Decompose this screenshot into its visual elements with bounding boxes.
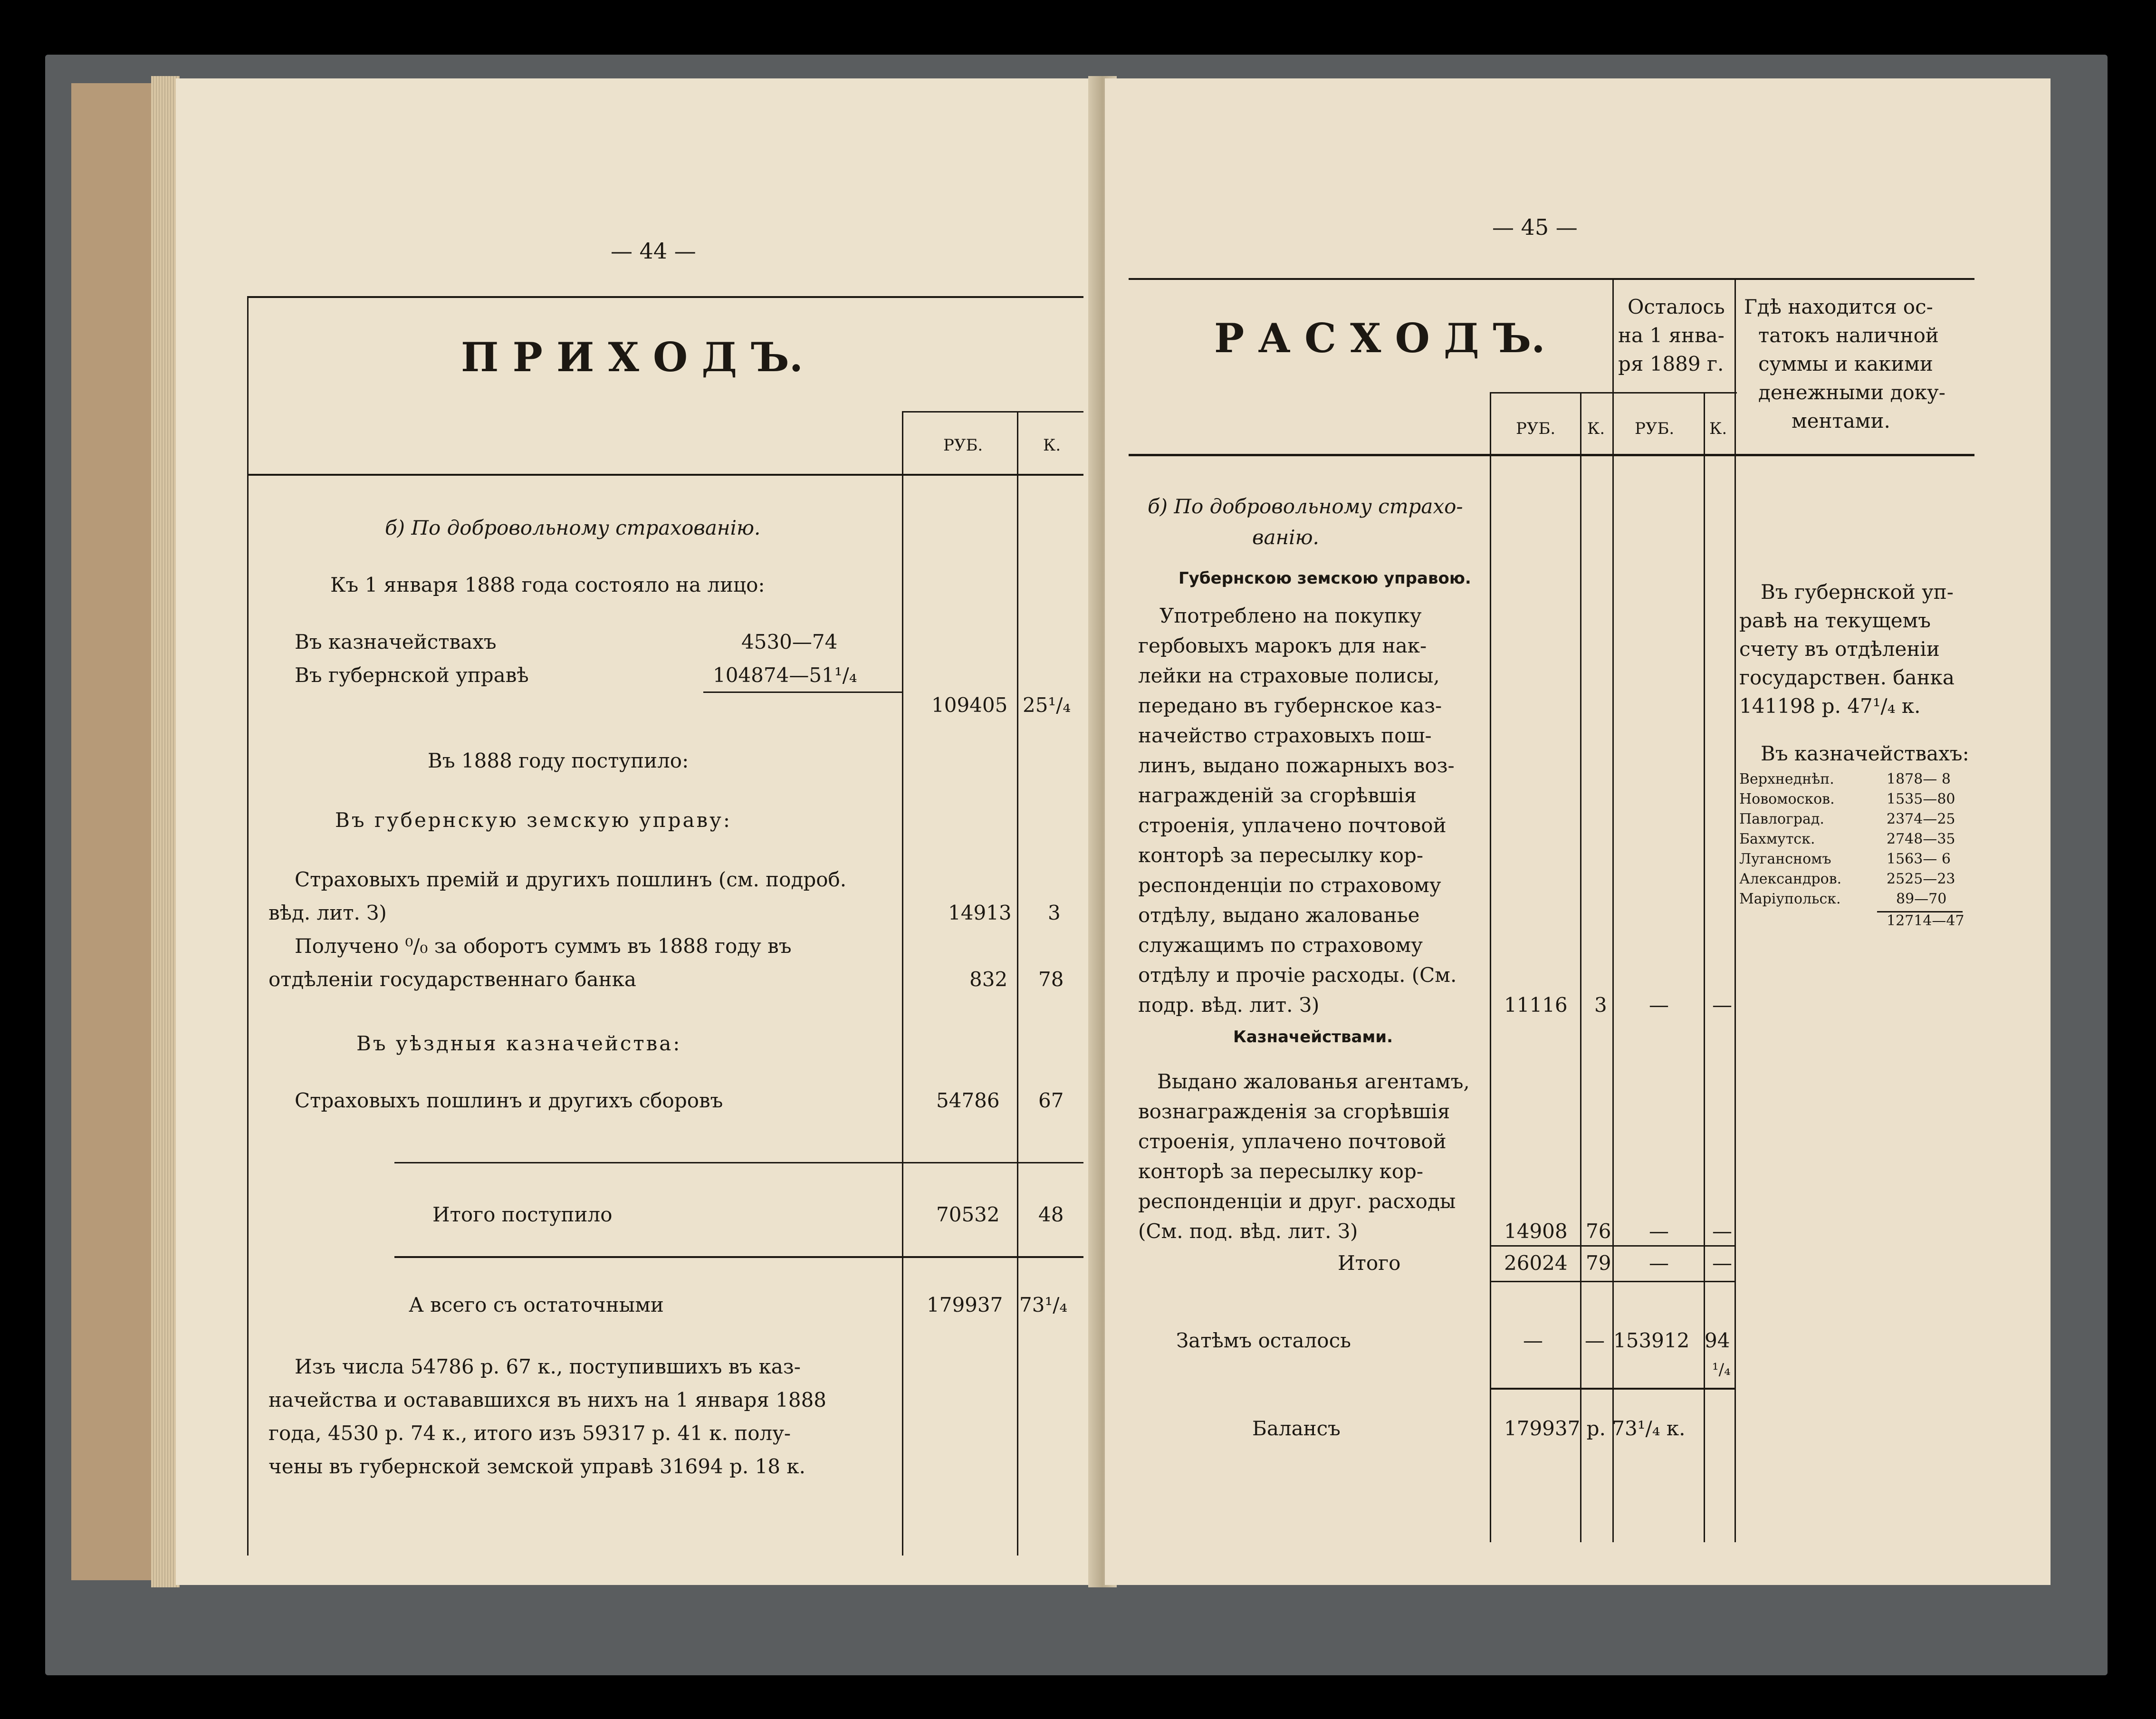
- balance-top-rule: [1490, 1388, 1736, 1390]
- body-line: награжденій за сгорѣвшія: [1138, 784, 1417, 807]
- body-line: респонденціи по страховому: [1138, 874, 1441, 897]
- sub-uprava: Губернскою земскою управою.: [1179, 569, 1471, 588]
- where-line: равѣ на текущемъ: [1739, 609, 1931, 632]
- grand-total-kop: 73¹/₄: [1019, 1293, 1068, 1316]
- treasuries-total: 12714—47: [1887, 912, 1964, 929]
- treas-remaining-kop-dash: —: [1712, 1220, 1732, 1243]
- itogo-label: Итого: [1338, 1251, 1401, 1275]
- interest-line1: Получено ⁰/₀ за оборотъ суммъ въ 1888 году въ: [295, 934, 792, 958]
- sub-treasuries: Казначействами.: [1233, 1028, 1393, 1047]
- premiums-line1: Страховыхъ премій и другихъ пошлинъ (см. подроб.: [295, 868, 847, 891]
- treas-rub: 14908: [1504, 1220, 1568, 1243]
- remaining-kop-rule: [1704, 392, 1705, 1542]
- treas-remaining-dash: —: [1649, 1220, 1669, 1243]
- body-line: подр. вѣд. лит. З): [1138, 993, 1320, 1017]
- note-line1: Изъ числа 54786 р. 67 к., поступившихъ въ каз-: [295, 1355, 801, 1378]
- treasury-amount: 2525—23: [1887, 871, 1955, 887]
- treasuries-title: Въ казначействахъ:: [1761, 742, 1969, 765]
- balance-intro: Къ 1 января 1888 года состояло на лицо:: [330, 573, 765, 596]
- grand-total-rule: [394, 1256, 1083, 1258]
- right-table-top-rule: [1129, 278, 1974, 280]
- remaining-label: Затѣмъ осталось: [1176, 1329, 1351, 1352]
- note-line2: начейства и остававшихся въ нихъ на 1 января 1888: [268, 1388, 827, 1412]
- rub-column-rule: [902, 411, 903, 1556]
- to-district: Въ уѣздныя казначейства:: [356, 1032, 682, 1055]
- total-rule: [394, 1162, 1083, 1163]
- grand-total-label: А всего съ остаточными: [409, 1293, 664, 1316]
- where-line: 141198 р. 47¹/₄ к.: [1739, 694, 1921, 718]
- treas-kop: 76: [1586, 1220, 1611, 1243]
- kop-column-rule: [1017, 411, 1018, 1556]
- left-page-number: — 44 —: [611, 238, 696, 264]
- grand-total-rub: 179937: [927, 1293, 1003, 1316]
- district-rub: 54786: [936, 1089, 1000, 1112]
- where-line: государствен. банка: [1739, 666, 1955, 689]
- premiums-kop: 3: [1048, 901, 1061, 924]
- body2-line: (См. под. вѣд. лит. З): [1138, 1220, 1358, 1243]
- treasury-amount: 1563— 6: [1887, 851, 1951, 867]
- itogo-kop: 79: [1586, 1251, 1611, 1275]
- where-line: Въ губернской уп-: [1761, 580, 1954, 604]
- treasury-name: Александров.: [1739, 871, 1842, 887]
- body-line: отдѣлу, выдано жалованье: [1138, 903, 1420, 927]
- balance-value: 179937 р. 73¹/₄ к.: [1504, 1417, 1686, 1440]
- right-kop-rule: [1580, 392, 1581, 1542]
- uprava-amount: 104874—51¹/₄: [713, 663, 857, 687]
- treasuries-label: Въ казначействахъ: [295, 630, 497, 653]
- uprava-kop: 3: [1594, 993, 1607, 1017]
- right-title: Р А С Х О Д Ъ.: [1214, 315, 1545, 362]
- treasuries-amount: 4530—74: [741, 630, 838, 653]
- premiums-line2: вѣд. лит. З): [268, 901, 387, 924]
- right-section-2: ванію.: [1252, 526, 1319, 549]
- body2-line: респонденціи и друг. расходы: [1138, 1190, 1456, 1213]
- treasury-amount: 89—70: [1896, 891, 1947, 907]
- uprava-rub: 11116: [1504, 993, 1568, 1017]
- header-where-3: суммы и какими: [1758, 352, 1933, 375]
- left-title: П Р И Х О Д Ъ.: [461, 334, 803, 381]
- header-bottom-rule: [247, 474, 1083, 476]
- book-edge: [71, 83, 162, 1580]
- body-line: линъ, выдано пожарныхъ воз-: [1138, 754, 1455, 777]
- right-section-1: б) По добровольному страхо-: [1148, 495, 1463, 518]
- where-col-rule: [1734, 278, 1736, 1542]
- remaining-col-rule: [1612, 278, 1614, 1542]
- right-page: [1105, 78, 2051, 1585]
- right-col-rub2: РУБ.: [1635, 419, 1675, 438]
- left-page: [176, 78, 1095, 1585]
- itogo-rule: [1490, 1245, 1736, 1247]
- left-col-rub: РУБ.: [943, 436, 983, 455]
- uprava-remaining-dash: —: [1649, 993, 1669, 1017]
- remaining-kop: 94: [1705, 1329, 1730, 1352]
- remaining-kop-dash: —: [1585, 1329, 1605, 1352]
- body-line: Употреблено на покупку: [1159, 604, 1422, 627]
- right-header-bottom-rule: [1129, 454, 1974, 456]
- header-where-4: денежными доку-: [1758, 381, 1945, 404]
- right-col-kop2: К.: [1709, 419, 1727, 438]
- treasury-name: Лугансномъ: [1739, 851, 1831, 867]
- treasury-amount: 2748—35: [1887, 831, 1955, 847]
- treasury-amount: 2374—25: [1887, 811, 1955, 827]
- body2-line: вознагражденія за сгорѣвшія: [1138, 1100, 1450, 1123]
- remaining-rub-dash: —: [1523, 1329, 1543, 1352]
- itogo-remaining-kop-dash: —: [1712, 1251, 1732, 1275]
- opening-kop: 25¹/₄: [1023, 693, 1071, 717]
- premiums-rub: 14913: [948, 901, 1012, 924]
- total-received-label: Итого поступило: [432, 1203, 613, 1226]
- body-line: конторѣ за пересылку кор-: [1138, 844, 1424, 867]
- table-top-rule: [247, 296, 1083, 298]
- header-remaining-2: на 1 янва-: [1618, 324, 1725, 347]
- remaining-kop-frac: ¹/₄: [1712, 1360, 1731, 1379]
- header-where-5: ментами.: [1792, 409, 1890, 432]
- treasury-name: Маріупольск.: [1739, 891, 1841, 907]
- body2-line: Выдано жалованья агентамъ,: [1157, 1070, 1470, 1093]
- body-line: передано въ губернское каз-: [1138, 694, 1442, 717]
- treasury-amount: 1535—80: [1887, 791, 1955, 807]
- body2-line: строенія, уплачено почтовой: [1138, 1130, 1447, 1153]
- left-col-kop: К.: [1043, 436, 1061, 455]
- body-line: лейки на страховые полисы,: [1138, 664, 1440, 687]
- body-line: гербовыхъ марокъ для нак-: [1138, 634, 1427, 657]
- body2-line: конторѣ за пересылку кор-: [1138, 1160, 1424, 1183]
- itogo-remaining-dash: —: [1649, 1251, 1669, 1275]
- right-col-kop: К.: [1587, 419, 1605, 438]
- body-line: отдѣлу и прочіе расходы. (См.: [1138, 963, 1457, 987]
- treasury-name: Павлоград.: [1739, 811, 1824, 827]
- treasury-name: Верхнеднѣп.: [1739, 771, 1834, 787]
- left-frame: [247, 296, 249, 1556]
- interest-kop: 78: [1038, 968, 1064, 991]
- opening-rub: 109405: [931, 693, 1008, 717]
- right-rub-rule: [1490, 392, 1491, 1542]
- treasury-amount: 1878— 8: [1887, 771, 1951, 787]
- right-page-number: — 45 —: [1492, 214, 1578, 240]
- interest-line2: отдѣленіи государственнаго банка: [268, 968, 636, 991]
- total-received-kop: 48: [1038, 1203, 1064, 1226]
- body-line: строенія, уплачено почтовой: [1138, 814, 1447, 837]
- uprava-remaining-kop-dash: —: [1712, 993, 1732, 1017]
- remaining-rub: 153912: [1613, 1329, 1690, 1352]
- header-remaining-1: Осталось: [1628, 295, 1725, 318]
- note-line3: года, 4530 р. 74 к., итого изъ 59317 р. 41 к. полу-: [268, 1421, 791, 1445]
- interest-rub: 832: [969, 968, 1008, 991]
- received-1888: Въ 1888 году поступило:: [428, 749, 689, 772]
- where-line: счету въ отдѣленіи: [1739, 637, 1940, 661]
- header-remaining-3: ря 1889 г.: [1618, 352, 1724, 375]
- header-subrule: [902, 411, 1083, 413]
- itogo-rub: 26024: [1504, 1251, 1568, 1275]
- body-line: служащимъ по страховому: [1138, 933, 1423, 957]
- header-where-2: татокъ наличной: [1758, 324, 1939, 347]
- subtotal-rule: [703, 691, 903, 693]
- note-line4: чены въ губернской земской управѣ 31694 р. 18 к.: [268, 1455, 805, 1478]
- right-col-rub: РУБ.: [1516, 419, 1556, 438]
- page-stack: [151, 76, 180, 1587]
- district-kop: 67: [1038, 1089, 1064, 1112]
- remaining-top-rule: [1490, 1281, 1736, 1282]
- header-where-1: Гдѣ находится ос-: [1744, 295, 1933, 318]
- district-line: Страховыхъ пошлинъ и другихъ сборовъ: [295, 1089, 723, 1112]
- uprava-label: Въ губернской управѣ: [295, 663, 529, 687]
- body-line: начейство страховыхъ пош-: [1138, 724, 1432, 747]
- treasury-name: Бахмутск.: [1739, 831, 1815, 847]
- balance-label: Балансъ: [1252, 1417, 1341, 1440]
- treasury-name: Новомосков.: [1739, 791, 1835, 807]
- to-uprava: Въ губернскую земскую управу:: [335, 808, 732, 832]
- total-received-rub: 70532: [936, 1203, 1000, 1226]
- left-section: б) По добровольному страхованію.: [385, 516, 761, 539]
